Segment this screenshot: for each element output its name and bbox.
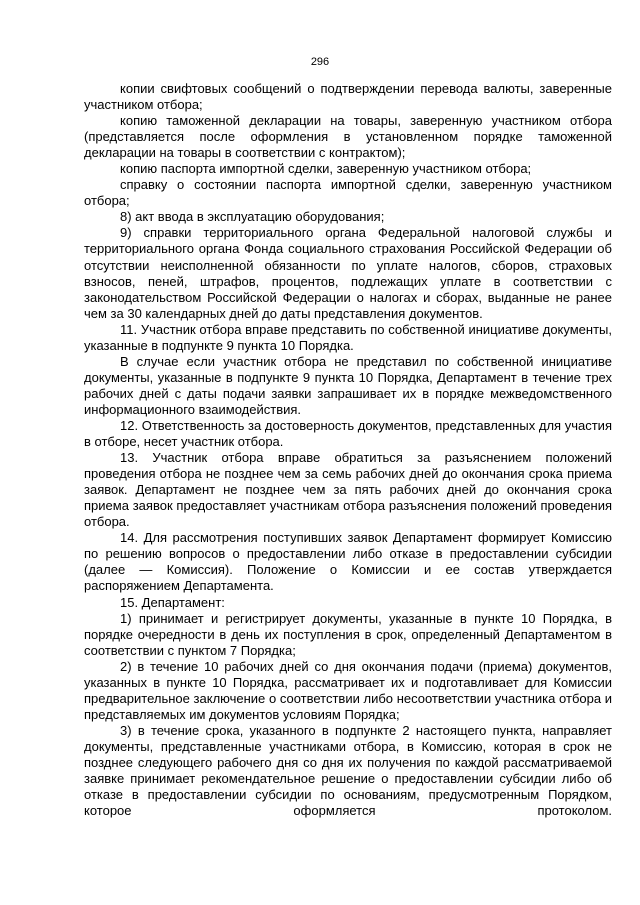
paragraph-clause-15-item-1: 1) принимает и регистрирует документы, указанные в пункте 10 Порядка, в порядке очередности в день их поступления в срок, определенный Департаментом в соответствии с пунктом 7 Порядка; [84, 610, 612, 658]
page-number: 296 [310, 56, 330, 68]
paragraph-clause-13: 13. Участник отбора вправе обратиться за разъяснением положений проведения отбора не позднее чем за семь рабочих дней до окончания срока приема заявок. Департамент не позднее чем за пять рабочих дней до окончания срока приема заявок предоставляет участникам отбора разъяснения положений проведения отбора. [84, 450, 612, 530]
paragraph-item-9: 9) справки территориального органа Федеральной налоговой службы и территориального органа Фонда социального страхования Российской Федерации об отсутствии неисполненной обязанности по уплате налогов, сборов, страховых взносов, пеней, штрафов, процентов, подлежащих уплате в соответствии с законодательством Российской Федерации о налогах и сборах, выданные не ранее чем за 30 календарных дней до даты представления документов. [84, 225, 612, 321]
paragraph-clause-14: 14. Для рассмотрения поступивших заявок Департамент формирует Комиссию по решению вопросов о предоставлении либо отказе в предоставлении субсидии (далее — Комиссия). Положение о Комиссии и ее состав утверждается распоряжением Департамента. [84, 530, 612, 594]
paragraph-clause-15-item-3: 3) в течение срока, указанного в подпункте 2 настоящего пункта, направляет документы, представленные участниками отбора, в Комиссию, которая в срок не позднее следующего рабочего дня со дня их получения по каждой рассматриваемой заявке принимает рекомендательное решение о предоставлении субсидии либо об отказе в предоставлении субсидии по основаниям, предусмотренным Порядком, которое оформляется протоколом. [84, 722, 612, 819]
paragraph-clause-15: 15. Департамент: [120, 594, 225, 610]
document-body [84, 81, 612, 819]
paragraph-clause-12: 12. Ответственность за достоверность документов, представленных для участия в отборе, несет участник отбора. [84, 417, 612, 450]
paragraph-import-passport: копию паспорта импортной сделки, заверенную участником отбора; [120, 161, 532, 177]
paragraph-item-8: 8) акт ввода в эксплуатацию оборудования; [120, 209, 385, 225]
paragraph-clause-15-item-2: 2) в течение 10 рабочих дней со дня окончания подачи (приема) документов, указанных в пункте 10 Порядка, рассматривает их и подготавливает для Комиссии предварительное заключение о соответствии либо несоответствии участника отбора и представляемых им документов условиям Порядка; [84, 658, 612, 722]
paragraph-clause-11: 11. Участник отбора вправе представить по собственной инициативе документы, указанные в подпункте 9 пункта 10 Порядка. [84, 321, 612, 353]
paragraph-clause-11-cont: В случае если участник отбора не представил по собственной инициативе документы, указанные в подпункте 9 пункта 10 Порядка, Департамент в течение трех рабочих дней с даты подачи заявки запрашивает их в порядке межведомственного информационного взаимодействия. [84, 353, 612, 417]
paragraph-passport-status: справку о состоянии паспорта импортной сделки, заверенную участником отбора; [84, 177, 612, 209]
paragraph-customs-declaration: копию таможенной декларации на товары, заверенную участником отбора (представляется после оформления в установленном порядке таможенной декларации на товары в соответствии с контрактом); [84, 113, 612, 161]
paragraph-swift-copies: копии свифтовых сообщений о подтверждении перевода валюты, заверенные участником отбора; [84, 81, 612, 113]
